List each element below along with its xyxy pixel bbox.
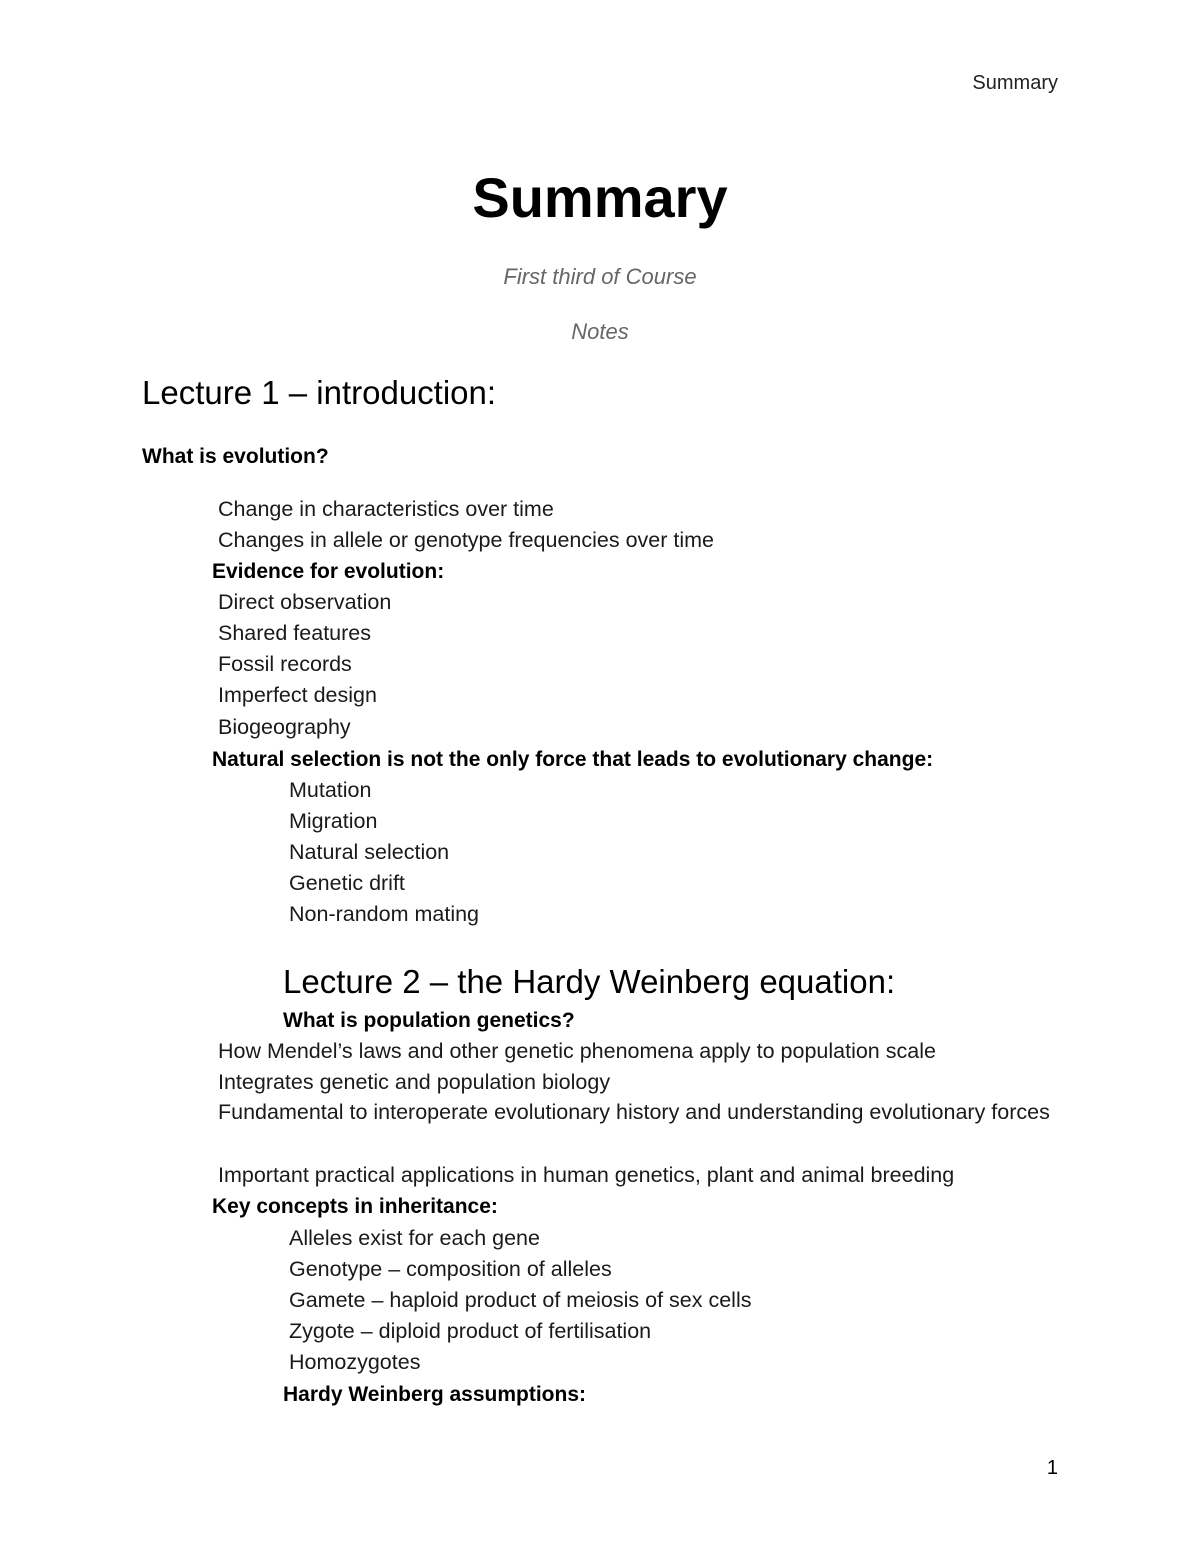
list-item: Homozygotes [289, 1350, 421, 1374]
list-item: Non-random mating [289, 902, 480, 926]
list-item: Migration [289, 809, 378, 833]
lecture-2-heading: Lecture 2 – the Hardy Weinberg equation: [283, 963, 896, 1000]
lecture-1-question: What is evolution? [142, 445, 329, 468]
list-item: Imperfect design [218, 683, 377, 707]
list-item: Fossil records [218, 652, 352, 676]
running-header: Summary [972, 72, 1058, 94]
list-item: Fundamental to interoperate evolutionary history and understanding evolutionary forces [218, 1100, 1050, 1124]
list-item: Zygote – diploid product of fertilisation [289, 1319, 652, 1343]
list-item: Genetic drift [289, 871, 405, 895]
evidence-heading: Evidence for evolution: [212, 560, 445, 583]
list-item: How Mendel’s laws and other genetic phenomena apply to population scale [218, 1039, 936, 1063]
page-number: 1 [1046, 1457, 1058, 1479]
document-subtitle-notes: Notes [571, 319, 629, 344]
lecture-2-question: What is population genetics? [283, 1009, 575, 1032]
lecture-1-heading: Lecture 1 – introduction: [142, 374, 497, 411]
list-item: Integrates genetic and population biology [218, 1070, 611, 1094]
list-item: Change in characteristics over time [218, 497, 554, 521]
forces-heading: Natural selection is not the only force that leads to evolutionary change: [212, 748, 934, 771]
list-item: Genotype – composition of alleles [289, 1257, 612, 1281]
list-item: Mutation [289, 778, 372, 802]
list-item: Alleles exist for each gene [289, 1226, 540, 1250]
document-title: Summary [472, 166, 728, 229]
list-item: Shared features [218, 621, 371, 645]
document-subtitle: First third of Course [503, 264, 697, 289]
list-item: Changes in allele or genotype frequencies over time [218, 528, 714, 552]
assumptions-heading: Hardy Weinberg assumptions: [283, 1383, 587, 1406]
concepts-heading: Key concepts in inheritance: [212, 1195, 498, 1218]
list-item: Important practical applications in human genetics, plant and animal breeding [218, 1163, 955, 1187]
list-item: Direct observation [218, 590, 392, 614]
list-item: Biogeography [218, 715, 351, 739]
list-item: Natural selection [289, 840, 450, 864]
list-item: Gamete – haploid product of meiosis of sex cells [289, 1288, 752, 1312]
